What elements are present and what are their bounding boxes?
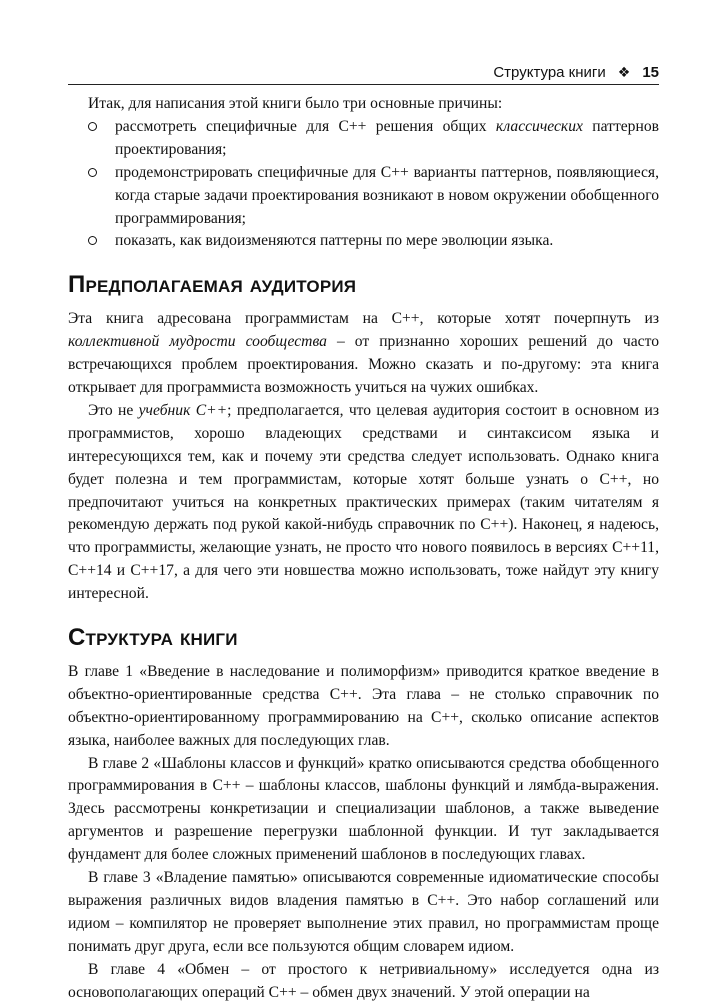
section-heading-structure: Структура книги [68, 624, 238, 652]
page-body [68, 93, 659, 1005]
page-number: 15 [642, 63, 659, 81]
section-heading-audience: Предполагаемая аудитория [68, 271, 357, 299]
structure-paragraph: В главе 1 «Введение в наследование и полиморфизм» приводится краткое введение в объектно-ориентированные средства C++. Эта глава – не столько справочник по объектно-ориентированному программированию на C++, сколько описание аспектов языка, наиболее важных для последующих глав. [68, 662, 659, 749]
structure-paragraph: В главе 3 «Владение памятью» описываются современные идиоматические способы выражения различных видов владения памятью в C++. Это набор соглашений или идиом – компилятор не проверяет выполнение этих правил, но программистам проще понимать друг друга, если все пользуются общим словарем идиом. [68, 869, 659, 955]
ornament-icon: ❖ [617, 63, 631, 80]
list-item: рассмотреть специфичные для C++ решения общих классических паттернов проектирования; [68, 116, 659, 162]
reasons-list [68, 116, 659, 253]
running-title: Структура книги [493, 63, 606, 81]
list-item: показать, как видоизменяются паттерны по мере эволюции языка. [68, 230, 659, 253]
list-item: продемонстрировать специфичные для C++ варианты паттернов, появляющиеся, когда старые задачи проектирования возникают в новом окружении обобщенного программирования; [68, 162, 659, 231]
header-rule [68, 84, 659, 85]
circle-bullet-icon [88, 122, 97, 131]
audience-paragraph: Это не учебник C++; предполагается, что целевая аудитория состоит в основном из программистов, хорошо владеющих средствами и синтаксисом языка и интересующихся тем, как и почему эти средства следует использовать. Однако книга будет полезна и тем программистам, которые хотят больше узнать о C++, но предпочитают учиться на конкретных практических примерах (таким читателям я рекомендую держать под рукой какой-нибудь справочник по C++). Наконец, я надеюсь, что программисты, желающие узнать, не просто что нового появилось в версиях C++11, C++14 и C++17, а для чего эти новшества можно использовать, тоже найдут эту книгу интересной. [68, 401, 660, 603]
structure-paragraph: В главе 4 «Обмен – от простого к нетривиальному» исследуется одна из основополагающих операций C++ – обмен двух значений. У этой операции на [68, 960, 659, 1001]
intro-lead: Итак, для написания этой книги было три основные причины: [88, 95, 503, 112]
circle-bullet-icon [88, 168, 97, 177]
structure-paragraph: В главе 2 «Шаблоны классов и функций» кратко описываются средства обобщенного программирования в C++ – шаблоны классов, шаблоны функций и лямбда-выражения. Здесь рассмотрены конкретизации и специализации шаблонов, а также выведение аргументов и разрешение перегрузки шаблонной функции. И тут закладывается фундамент для более сложных применений шаблонов в последующих главах. [68, 754, 659, 864]
circle-bullet-icon [88, 236, 97, 245]
running-header [68, 62, 659, 82]
audience-paragraph: Эта книга адресована программистам на C++, которые хотят почерпнуть из коллективной мудрости сообщества – от признанно хороших решений до часто встречающихся проблем проектирования. Можно сказать и по-другому: эта книга открывает для программиста возможность учиться на чужих ошибках. [68, 310, 659, 396]
